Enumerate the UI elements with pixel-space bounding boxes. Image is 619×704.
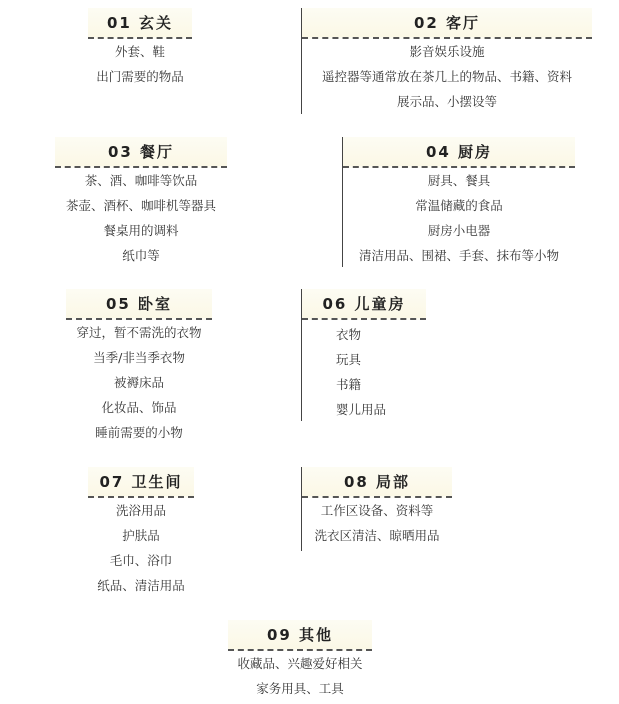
section-others (228, 620, 372, 701)
kids-room-items (302, 322, 426, 422)
list-item: 遥控器等通常放在茶几上的物品、书籍、资料 (321, 69, 572, 84)
list-item: 出门需要的物品 (96, 69, 184, 84)
list-item: 洗浴用品 (115, 503, 166, 518)
list-item: 工作区设备、资料等 (320, 503, 434, 518)
section-title: 06 儿童房 (302, 289, 426, 320)
list-item: 睡前需要的小物 (95, 425, 183, 440)
list-item: 外套、鞋 (114, 44, 165, 59)
list-item: 收藏品、兴趣爱好相关 (237, 656, 363, 671)
list-item: 婴儿用品 (336, 402, 387, 417)
section-title: 08 局部 (302, 467, 452, 498)
list-item: 当季/非当季衣物 (93, 350, 185, 365)
section-title: 05 卧室 (66, 289, 212, 320)
list-item: 厨具、餐具 (427, 173, 491, 188)
list-item: 毛巾、浴巾 (109, 553, 173, 568)
list-item: 茶、酒、咖啡等饮品 (84, 173, 198, 188)
section-title: 09 其他 (228, 620, 372, 651)
list-item: 餐桌用的调料 (103, 223, 179, 238)
section-title: 01 玄关 (88, 8, 192, 39)
list-item: 影音娱乐设施 (409, 44, 485, 59)
list-item: 玩具 (336, 352, 362, 367)
section-title: 03 餐厅 (55, 137, 227, 168)
list-item: 被褥床品 (113, 375, 164, 390)
list-item: 茶壶、酒杯、咖啡机等器具 (65, 198, 216, 213)
section-title: 02 客厅 (302, 8, 592, 39)
section-dining-room (55, 137, 227, 268)
section-bedroom (66, 289, 212, 445)
list-item: 洗衣区清洁、晾晒用品 (314, 528, 440, 543)
list-item: 衣物 (336, 327, 362, 342)
section-bathroom (88, 467, 194, 598)
list-item: 纸巾等 (122, 248, 160, 263)
list-item: 常温储藏的食品 (415, 198, 503, 213)
section-entrance (88, 8, 192, 89)
section-kitchen (343, 137, 575, 268)
list-item: 化妆品、饰品 (101, 400, 177, 415)
list-item: 家务用具、工具 (256, 681, 344, 696)
section-title: 04 厨房 (343, 137, 575, 168)
list-item: 清洁用品、围裙、手套、抹布等小物 (358, 248, 559, 263)
list-item: 书籍 (336, 377, 362, 392)
list-item: 护肤品 (122, 528, 160, 543)
section-title: 07 卫生间 (88, 467, 194, 498)
list-item: 展示品、小摆设等 (396, 94, 497, 109)
list-item: 厨房小电器 (427, 223, 491, 238)
section-living-room (302, 8, 592, 114)
section-local-areas (302, 467, 452, 548)
list-item: 穿过，暂不需洗的衣物 (76, 325, 202, 340)
list-item: 纸品、清洁用品 (97, 578, 185, 593)
section-kids-room (302, 289, 426, 320)
